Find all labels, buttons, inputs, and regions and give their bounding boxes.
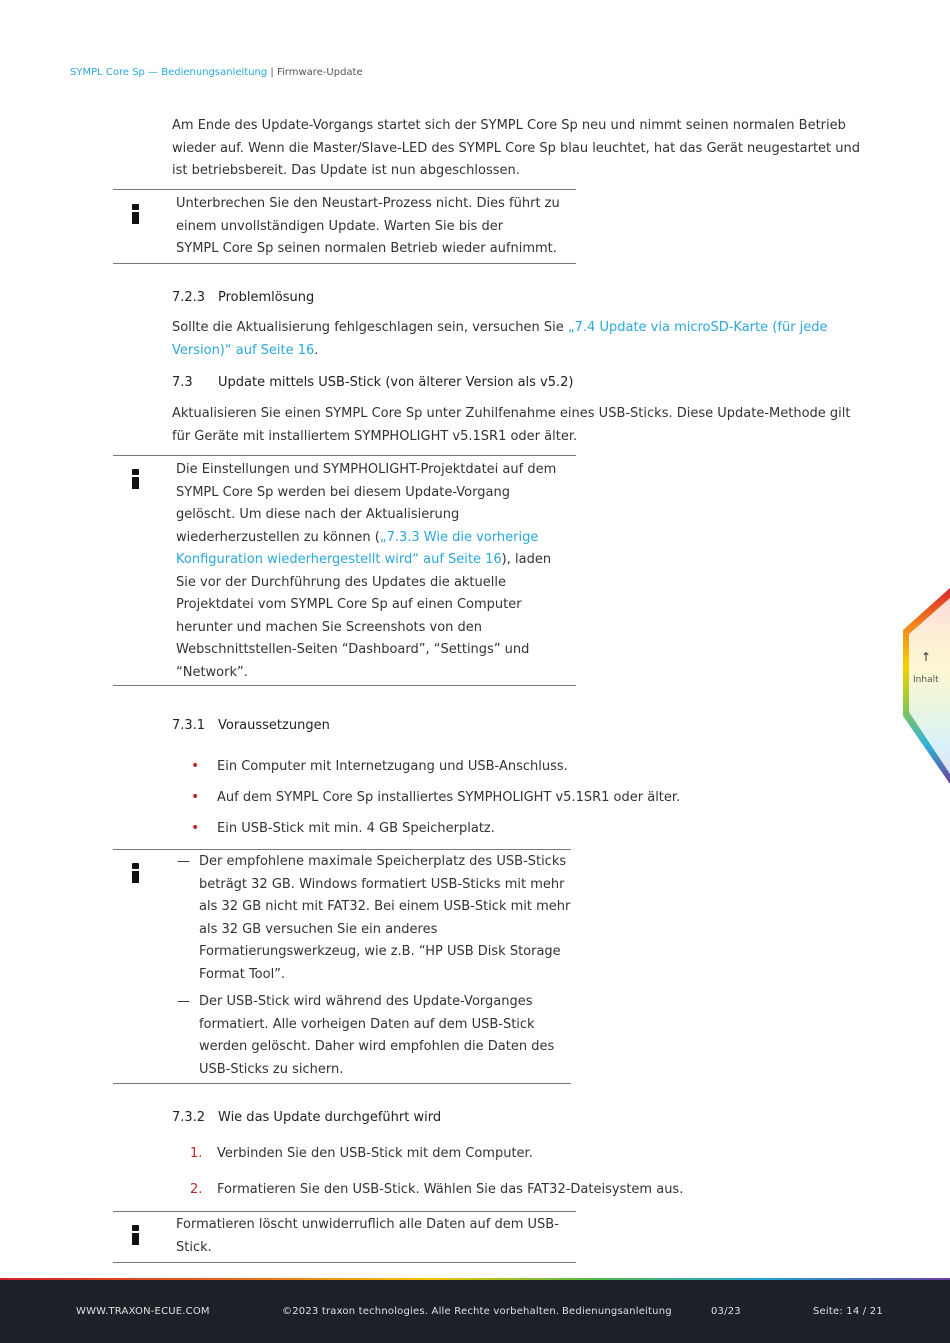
note-line: wiederherzustellen zu können ( <box>176 529 380 545</box>
note-line: Unterbrechen Sie den Neustart-Prozess nicht. Dies führt zu <box>176 196 560 211</box>
section-title: Voraussetzungen <box>218 718 330 733</box>
step-number: 2. <box>190 1182 203 1197</box>
note-line: Die Einstellungen und SYMPHOLIGHT-Projektdatei auf dem <box>176 462 557 477</box>
header-section: Firmware-Update <box>276 67 363 78</box>
section-title: Wie das Update durchgeführt wird <box>218 1110 442 1125</box>
dash-list-item <box>177 991 579 1081</box>
list-item-text: Auf dem SYMPL Core Sp installiertes SYMPHOLIGHT v5.1SR1 oder älter. <box>217 790 681 805</box>
info-icon <box>131 1225 140 1245</box>
step-number: 1. <box>190 1146 203 1161</box>
intro-line: Am Ende des Update-Vorgangs startet sich der SYMPL Core Sp neu und nimmt seinen normalen Betrieb <box>172 118 846 133</box>
cross-reference-link[interactable]: „7.4 Update via microSD-Karte (für jede <box>567 320 828 335</box>
note-line: “Network”. <box>176 664 248 680</box>
info-note <box>113 189 576 264</box>
section-number: 7.3.1 <box>172 718 206 733</box>
paragraph-line: Aktualisieren Sie einen SYMPL Core Sp unter Zuhilfenahme eines USB-Sticks. Diese Update-Methode gilt <box>172 406 851 421</box>
cross-reference-link[interactable]: „7.3.3 Wie die vorherige <box>379 529 539 545</box>
usb-update-paragraph <box>172 403 892 448</box>
dash-marker: — <box>177 854 190 869</box>
step-item <box>190 1181 684 1199</box>
dash-list-item <box>177 851 579 986</box>
note-line: gelöscht. Um diese nach der Aktualisierung <box>176 507 460 522</box>
note-line: herunter und machen Sie Screenshots von den <box>176 619 483 635</box>
section-title: Problemlösung <box>218 290 315 305</box>
info-note <box>113 455 576 686</box>
footer-page-number: Seite: 14 / 21 <box>813 1306 883 1317</box>
section-number: 7.3.2 <box>172 1110 206 1125</box>
note-line: Formatierungswerkzeug, wie z.B. “HP USB Disk Storage <box>199 944 561 959</box>
list-item <box>191 820 495 838</box>
note-line: Formatieren löscht unwiderruflich alle Daten auf dem USB- <box>176 1217 559 1232</box>
arrow-up-icon[interactable]: ↑ <box>921 650 932 664</box>
troubleshooting-paragraph <box>172 317 892 362</box>
note-line: USB-Sticks zu sichern. <box>199 1061 344 1077</box>
section-heading-7-3-2 <box>172 1109 441 1127</box>
note-line: Webschnittstellen-Seiten “Dashboard”, “Settings” und <box>176 642 530 657</box>
header-brand[interactable]: SYMPL Core Sp — Bedienungsanleitung <box>70 67 268 78</box>
dash-marker: — <box>177 994 190 1009</box>
footer-website[interactable]: WWW.TRAXON-ECUE.COM <box>76 1306 210 1317</box>
note-text <box>176 459 576 684</box>
footer-doctype: Bedienungsanleitung <box>562 1306 672 1317</box>
step-text: Formatieren Sie den USB-Stick. Wählen Sie das FAT32-Dateisystem aus. <box>217 1182 684 1197</box>
note-line: als 32 GB versuchen Sie ein anderes <box>199 921 438 937</box>
list-item <box>191 789 681 807</box>
section-number: 7.3 <box>172 375 193 390</box>
note-line: Stick. <box>176 1239 212 1255</box>
note-line: formatiert. Alle vorheigen Daten auf dem USB-Stick <box>199 1016 535 1032</box>
paragraph-line: für Geräte mit installiertem SYMPHOLIGHT v5.1SR1 oder älter. <box>172 428 578 444</box>
paragraph-text: Sollte die Aktualisierung fehlgeschlagen sein, versuchen Sie <box>172 320 568 335</box>
bullet-marker: • <box>191 758 200 774</box>
step-item <box>190 1145 533 1163</box>
list-item <box>191 758 568 776</box>
note-line: Der USB-Stick wird während des Update-Vorganges <box>199 994 533 1009</box>
note-line: einem unvollständigen Update. Warten Sie bis der <box>176 218 504 234</box>
note-line: Projektdatei vom SYMPL Core Sp auf einen Computer <box>176 597 522 612</box>
footer-copyright: ©2023 traxon technologies. Alle Rechte vorbehalten. <box>282 1306 560 1317</box>
list-item-text: Ein USB-Stick mit min. 4 GB Speicherplatz. <box>217 821 495 836</box>
footer-date: 03/23 <box>711 1306 741 1317</box>
note-line: SYMPL Core Sp seinen normalen Betrieb wieder aufnimmt. <box>176 241 557 256</box>
intro-line: wieder auf. Wenn die Master/Slave-LED des SYMPL Core Sp blau leuchtet, hat das Gerät neugestartet und <box>172 140 861 156</box>
toc-tab[interactable] <box>903 588 950 784</box>
step-text: Verbinden Sie den USB-Stick mit dem Computer. <box>217 1146 533 1161</box>
section-title: Update mittels USB-Stick (von älterer Version als v5.2) <box>218 375 574 390</box>
note-line: Der empfohlene maximale Speicherplatz des USB-Sticks <box>199 854 567 869</box>
page-header <box>70 67 363 78</box>
note-line: beträgt 32 GB. Windows formatiert USB-Sticks mit mehr <box>199 876 565 892</box>
info-icon <box>131 204 140 224</box>
section-heading-7-3-1 <box>172 717 330 735</box>
note-line: Format Tool”. <box>199 966 286 982</box>
note-text <box>176 193 576 261</box>
cross-reference-link[interactable]: Konfiguration wiederhergestellt wird“ auf Seite 16 <box>176 552 502 567</box>
section-number: 7.2.3 <box>172 290 206 305</box>
section-heading-7-3 <box>172 374 574 392</box>
note-line: ), laden <box>501 552 552 567</box>
info-icon <box>131 863 140 883</box>
intro-line: ist betriebsbereit. Das Update ist nun abgeschlossen. <box>172 163 520 178</box>
bullet-marker: • <box>191 820 200 836</box>
info-note <box>113 849 571 1084</box>
note-line: Sie vor der Durchführung des Updates die aktuelle <box>176 574 506 590</box>
info-note <box>113 1211 576 1263</box>
list-item-text: Ein Computer mit Internetzugang und USB-Anschluss. <box>217 759 568 774</box>
note-line: werden gelöscht. Daher wird empfohlen die Daten des <box>199 1039 555 1054</box>
header-separator: | <box>267 67 277 78</box>
note-line: als 32 GB nicht mit FAT32. Bei einem USB-Stick mit mehr <box>199 899 571 914</box>
bullet-marker: • <box>191 789 200 805</box>
intro-paragraph <box>172 115 892 183</box>
cross-reference-link[interactable]: Version)“ auf Seite 16 <box>172 342 315 358</box>
paragraph-text: . <box>314 342 319 358</box>
section-heading-7-2-3 <box>172 289 314 307</box>
note-text <box>176 1214 576 1259</box>
info-icon <box>131 469 140 489</box>
note-line: SYMPL Core Sp werden bei diesem Update-Vorgang <box>176 484 510 500</box>
toc-label[interactable]: Inhalt <box>913 675 939 685</box>
